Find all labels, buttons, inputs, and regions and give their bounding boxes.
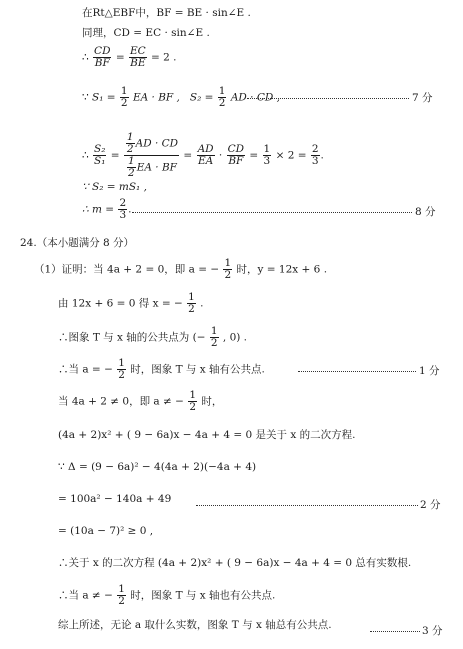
score-8: 8 分 <box>415 206 436 218</box>
proof-line-3: ∴图象 T 与 x 轴的公共点为 (− $\frac{1}{2}$ , 0) . <box>58 325 248 349</box>
score-2: 2 分 <box>420 499 441 511</box>
proof-line-6: (4a + 2)x² + ( 9 − 6a)x − 4a + 4 = 0 是关于 x 的二次方程. <box>58 429 356 441</box>
line-rt-triangle: 在Rt△EBF中，BF = BE · sin∠E . <box>82 7 251 19</box>
proof-line-9: = (10a − 7)² ≥ 0 , <box>58 525 154 537</box>
score-7: 7 分 <box>412 92 433 104</box>
proof-line-5: 当 4a + 2 ≠ 0，即 a ≠ − $\frac{1}{2}$ 时， <box>58 389 223 413</box>
proof-line-1: （1）证明：当 4a + 2 = 0，即 a = − $\frac{1}{2}$ 时，y = 12x + 6 . <box>34 257 328 281</box>
proof-line-4: ∴当 a = − $\frac{1}{2}$ 时，图象 T 与 x 轴有公共点. <box>58 357 265 381</box>
score-1: 1 分 <box>419 365 440 377</box>
proof-line-12: 综上所述，无论 a 取什么实数，图象 T 与 x 轴总有公共点. <box>58 619 332 631</box>
score-leader <box>247 98 409 99</box>
proof-line-11: ∴当 a ≠ − $\frac{1}{2}$ 时，图象 T 与 x 轴也有公共点. <box>58 583 276 607</box>
score-leader <box>298 371 416 372</box>
line-areas: ∵ S₁ = $\frac{1}{2}$ EA · BF , S₂ = $\frac{1}{2}$ AD · CD , <box>82 85 280 109</box>
line-ratio: ∴ $\frac{CD}{BF}$ = $\frac{EC}{BE}$ = 2 . <box>82 45 177 69</box>
line-s2-ms1: ∵ S₂ = mS₁ , <box>82 181 147 193</box>
proof-line-2: 由 12x + 6 = 0 得 x = − $\frac{1}{2}$ . <box>58 291 204 315</box>
score-leader <box>370 631 420 632</box>
proof-line-8: = 100a² − 140a + 49 <box>58 493 172 505</box>
question-24-title: 24.（本小题满分 8 分） <box>20 237 135 249</box>
score-leader <box>132 212 412 213</box>
line-m-value: ∴ m = $\frac{2}{3}$ . <box>82 197 132 221</box>
line-area-ratio: ∴ $\frac{\text{S₂}}{\text{S₁}}$ = $\frac{1}{2}$ AD · CD $\frac{1}{2}$ EA · BF = $\frac{AD}{EA}$ · $\frac{CD}{BF}$ = $\frac{1}{3}$ × 2 = $\frac{2}{3}$ . <box>82 131 324 179</box>
score-leader <box>196 505 418 506</box>
proof-line-7: ∵ Δ = (9 − 6a)² − 4(4a + 2)(−4a + 4) <box>58 461 257 473</box>
proof-line-10: ∴关于 x 的二次方程 (4a + 2)x² + ( 9 − 6a)x − 4a + 4 = 0 总有实数根. <box>58 557 412 569</box>
line-similarly: 同理，CD = EC · sin∠E . <box>82 27 210 39</box>
score-3: 3 分 <box>422 625 443 637</box>
